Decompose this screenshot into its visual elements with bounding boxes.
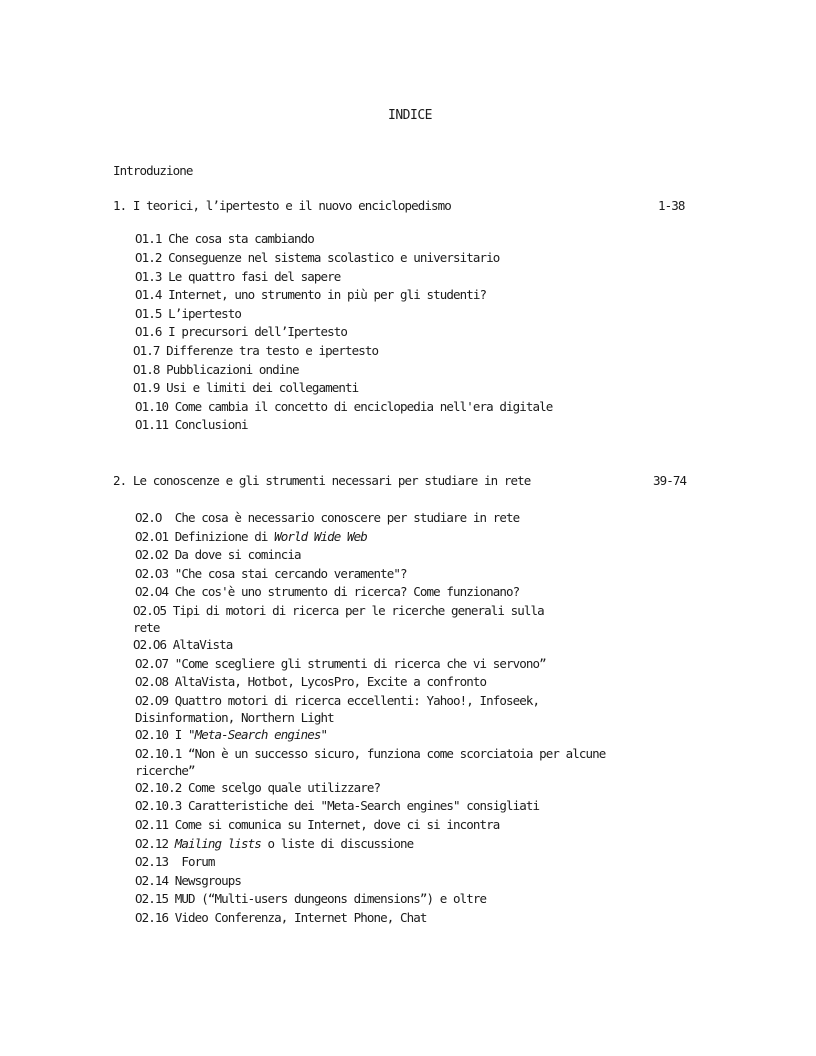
toc-item-text: O2.O1 Definizione di bbox=[135, 529, 275, 544]
chapter-1-pages: 1-38 bbox=[658, 198, 685, 213]
toc-item: O2.10.2 Come scelgo quale utilizzare? bbox=[135, 780, 381, 795]
toc-item: O1.7 Differenze tra testo e ipertesto bbox=[133, 343, 379, 358]
toc-item: O1.6 I precursori dell’Ipertesto bbox=[135, 324, 348, 339]
toc-item: O1.2 Conseguenze nel sistema scolastico e universitario bbox=[135, 250, 500, 265]
toc-item-text: o liste di discussione bbox=[260, 836, 414, 851]
toc-item: O2.O7 "Come scegliere gli strumenti di ricerca che vi servono” bbox=[135, 656, 546, 671]
chapter-2-pages: 39-74 bbox=[653, 473, 687, 488]
toc-item: O1.1 Che cosa sta cambiando bbox=[135, 231, 314, 246]
toc-item: O2.10.3 Caratteristiche dei "Meta-Search engines" consigliati bbox=[135, 798, 540, 813]
toc-item: O2.10.1 “Non è un successo sicuro, funziona come scorciatoia per alcune bbox=[135, 746, 606, 761]
toc-item: O2.11 Come si comunica su Internet, dove ci si incontra bbox=[135, 817, 500, 832]
toc-item: O1.10 Come cambia il concetto di enciclopedia nell'era digitale bbox=[135, 399, 553, 414]
toc-item: O2.O5 Tipi di motori di ricerca per le ricerche generali sulla bbox=[133, 603, 544, 618]
toc-item: O2.16 Video Conferenza, Internet Phone, Chat bbox=[135, 910, 427, 925]
toc-item-continued: rete bbox=[133, 620, 160, 635]
toc-item: O2.O9 Quattro motori di ricerca eccellenti: Yahoo!, Infoseek, bbox=[135, 693, 540, 708]
toc-item: O1.11 Conclusioni bbox=[135, 417, 248, 432]
toc-item: O1.8 Pubblicazioni ondine bbox=[133, 362, 299, 377]
toc-item-text: O2.12 bbox=[135, 836, 175, 851]
toc-item: O2.O2 Da dove si comincia bbox=[135, 547, 301, 562]
toc-item-continued: ricerche” bbox=[135, 763, 195, 778]
toc-item-text: O2.10 I " bbox=[135, 727, 195, 742]
toc-item: O2.O8 AltaVista, Hotbot, LycosPro, Excite a confronto bbox=[135, 674, 487, 689]
toc-item-emphasis: Mailing lists bbox=[174, 836, 261, 851]
toc-item: O1.9 Usi e limiti dei collegamenti bbox=[133, 380, 359, 395]
toc-item: O2.O6 AltaVista bbox=[133, 637, 233, 652]
toc-item: O1.4 Internet, uno strumento in più per gli studenti? bbox=[135, 287, 487, 302]
toc-item: O2.13 Forum bbox=[135, 854, 215, 869]
toc-item: O2.15 MUD (“Multi-users dungeons dimensions”) e oltre bbox=[135, 891, 487, 906]
toc-item-continued: Disinformation, Northern Light bbox=[135, 710, 334, 725]
toc-item: O1.5 L’ipertesto bbox=[135, 306, 242, 321]
toc-item: O2.O4 Che cos'è uno strumento di ricerca? Come funzionano? bbox=[135, 584, 520, 599]
chapter-1-heading: 1. I teorici, l’ipertesto e il nuovo enciclopedismo bbox=[113, 198, 451, 213]
chapter-2-heading: 2. Le conoscenze e gli strumenti necessari per studiare in rete bbox=[113, 473, 531, 488]
toc-item: O2.O3 "Che cosa stai cercando veramente"? bbox=[135, 566, 407, 581]
toc-item bbox=[135, 835, 413, 853]
toc-item-text: " bbox=[320, 727, 328, 742]
toc-item bbox=[135, 528, 367, 546]
toc-item bbox=[135, 726, 327, 744]
toc-item: O2.14 Newsgroups bbox=[135, 873, 242, 888]
toc-item-emphasis: World Wide Web bbox=[274, 529, 367, 544]
toc-item: O1.3 Le quattro fasi del sapere bbox=[135, 269, 341, 284]
toc-item: O2.O Che cosa è necessario conoscere per studiare in rete bbox=[135, 510, 520, 525]
toc-introduction: Introduzione bbox=[113, 163, 193, 178]
page-title: INDICE bbox=[388, 108, 432, 123]
toc-item-emphasis: Meta-Search engines bbox=[194, 727, 321, 742]
